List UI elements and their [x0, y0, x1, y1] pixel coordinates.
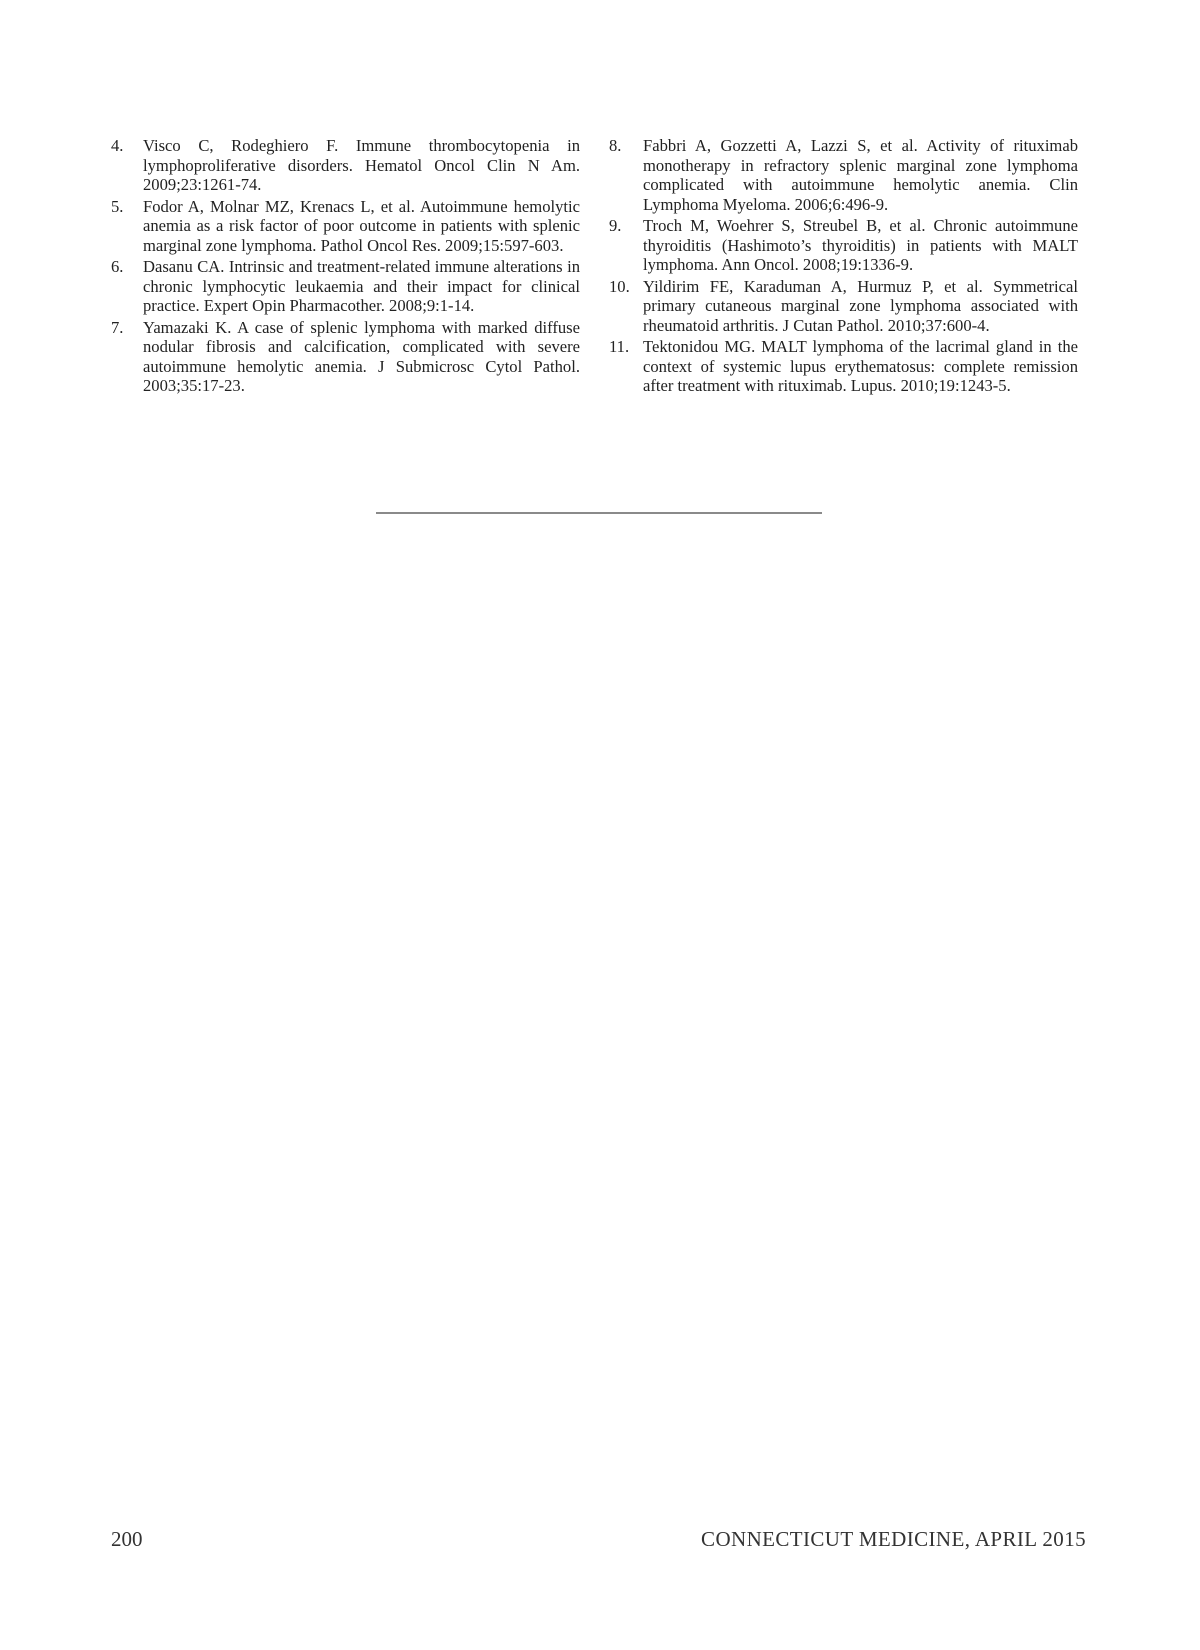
page-number: 200: [111, 1527, 143, 1551]
reference-number: 4.: [111, 136, 124, 155]
reference-number: 8.: [609, 136, 622, 155]
reference-item: [111, 257, 580, 316]
reference-text: Yamazaki K. A case of splenic lymphoma with marked diffuse nodular fibrosis and calcification, complicated with severe autoimmune hemolytic anemia. J Submicrosc Cytol Pathol. 2003;35:17-23.: [143, 317, 580, 395]
reference-text: Fabbri A, Gozzetti A, Lazzi S, et al. Activity of rituximab monotherapy in refractory splenic marginal zone lymphoma complicated with autoimmune hemolytic anemia. Clin Lymphoma Myeloma. 2006;6:496-9.: [643, 136, 1078, 214]
reference-number: 11.: [609, 337, 630, 356]
reference-item: [609, 136, 1078, 214]
reference-text: Visco C, Rodeghiero F. Immune thrombocytopenia in lymphoproliferative disorders. Hematol Oncol Clin N Am. 2009;23:1261-74.: [143, 136, 580, 194]
reference-item: [111, 197, 580, 256]
reference-text: Fodor A, Molnar MZ, Krenacs L, et al. Autoimmune hemolytic anemia as a risk factor of poor outcome in patients with splenic marginal zone lymphoma. Pathol Oncol Res. 2009;15:597-603.: [143, 196, 580, 255]
section-divider: [376, 512, 822, 514]
reference-number: 9.: [609, 216, 622, 235]
reference-list-right: [609, 136, 1078, 398]
reference-number: 10.: [609, 276, 630, 296]
reference-item: [111, 318, 580, 396]
reference-number: 5.: [111, 196, 124, 216]
reference-text: Troch M, Woehrer S, Streubel B, et al. Chronic autoimmune thyroiditis (Hashimoto’s thyroiditis) in patients with MALT lymphoma. Ann Oncol. 2008;19:1336-9.: [643, 216, 1078, 274]
reference-item: [609, 216, 1078, 275]
journal-running-footer: CONNECTICUT MEDICINE, APRIL 2015: [701, 1527, 1086, 1551]
reference-text: Yildirim FE, Karaduman A, Hurmuz P, et al. Symmetrical primary cutaneous marginal zone lymphoma associated with rheumatoid arthritis. J Cutan Pathol. 2010;37:600-4.: [643, 276, 1078, 335]
reference-item: [609, 337, 1078, 396]
reference-item: [609, 277, 1078, 336]
reference-number: 7.: [111, 317, 124, 337]
reference-number: 6.: [111, 257, 124, 276]
reference-item: [111, 136, 580, 195]
reference-text: Dasanu CA. Intrinsic and treatment-related immune alterations in chronic lymphocytic leukaemia and their impact for clinical practice. Expert Opin Pharmacother. 2008;9:1-14.: [143, 257, 580, 315]
reference-text: Tektonidou MG. MALT lymphoma of the lacrimal gland in the context of systemic lupus erythematosus: complete remission after treatment with rituximab. Lupus. 2010;19:1243-5.: [643, 337, 1078, 395]
reference-list-left: [111, 136, 580, 398]
